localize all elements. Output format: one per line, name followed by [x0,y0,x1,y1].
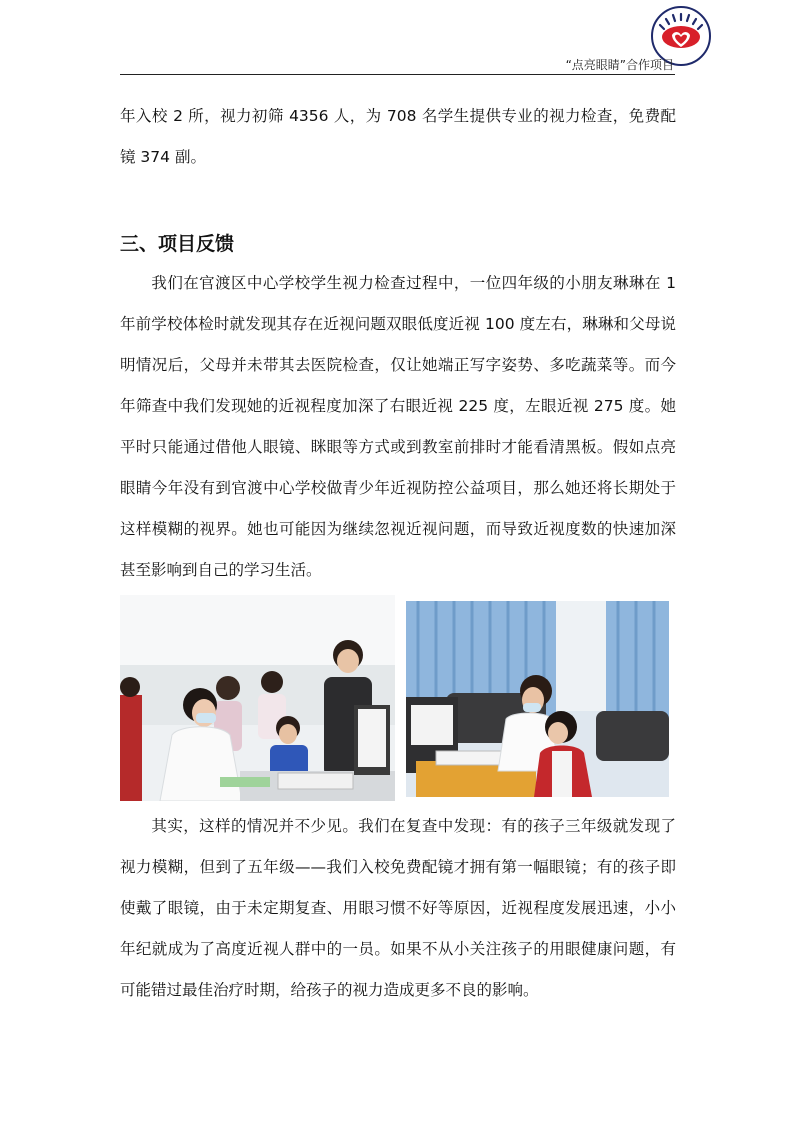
running-header-title: “点亮眼睛”合作项目 [565,58,674,72]
paragraph-feedback-story-text: 我们在官渡区中心学校学生视力检查过程中，一位四年级的小朋友琳琳在 1 年前学校体检时就发现其存在近视问题双眼低度近视 100 度左右，琳琳和父母说明情况后，父母并未带其去医院检查，仅让她端正写字姿势、多吃蔬菜等。而今年筛查中我们发现她的近视程度加深了右眼近视 225 度，左眼近视 275 度。她平时只能通过借他人眼镜、眯眼等方式或到教室前排时才能看清黑板。假如点亮眼睛今年没有到官渡中心学校做青少年近视防控公益项目，那么她还将长期处于这样模糊的视界。她也可能因为继续忽视近视问题，而导致近视度数的快速加深甚至影响到自己的学习生活。 [120,274,676,579]
photo-eye-exam-classroom [120,595,395,801]
intro-paragraph: 年入校 2 所，视力初筛 4356 人，为 708 名学生提供专业的视力检查，免费配镜 374 副。 [120,107,676,166]
section-heading: 三、项目反馈 [120,233,235,255]
photo-vision-check-doctor [406,601,669,797]
paragraph-common-cases [120,806,676,1011]
paragraph-common-cases-text: 其实，这样的情况并不少见。我们在复查中发现：有的孩子三年级就发现了视力模糊，但到了五年级——我们入校免费配镜才拥有第一幅眼镜；有的孩子即使戴了眼镜，由于未定期复查、用眼习惯不好等原因，近视程度发展迅速，小小年纪就成为了高度近视人群中的一员。如果不从小关注孩子的用眼健康问题，有可能错过最佳治疗时期，给孩子的视力造成更多不良的影响。 [120,817,676,999]
paragraph-feedback-story [120,263,676,591]
header-divider [120,74,675,75]
